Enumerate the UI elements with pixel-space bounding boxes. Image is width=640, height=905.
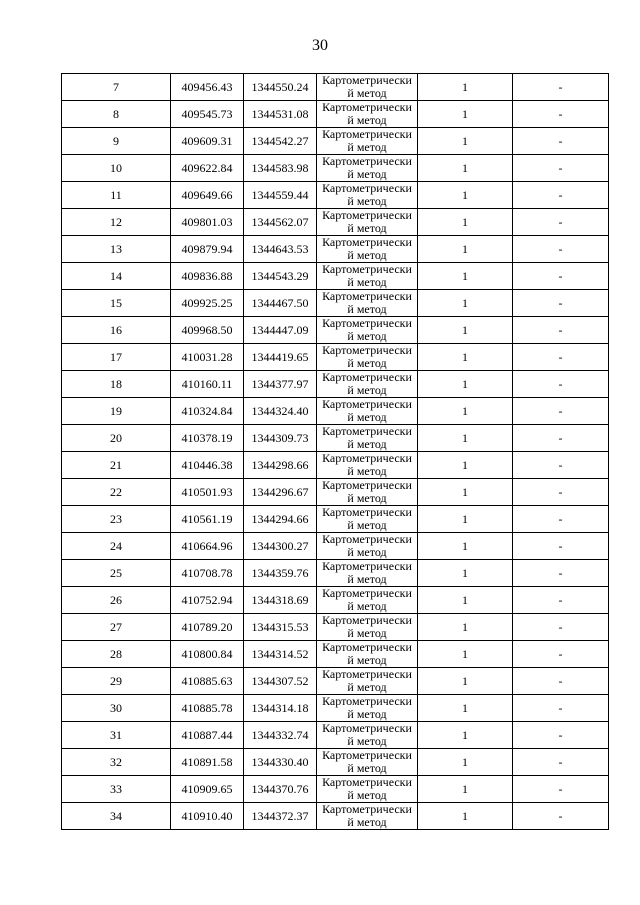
- table-row: [62, 452, 609, 479]
- point-number-cell: 14: [62, 263, 171, 290]
- value-cell: 1: [418, 155, 513, 182]
- point-number-cell: 15: [62, 290, 171, 317]
- method-label-line2: й метод: [347, 329, 387, 343]
- value-cell: 1: [418, 479, 513, 506]
- point-number-cell: 28: [62, 641, 171, 668]
- method-label-line2: й метод: [347, 545, 387, 559]
- y-coordinate-cell: 1344296.67: [244, 479, 317, 506]
- dash-cell: -: [513, 317, 609, 344]
- y-coordinate-cell: 1344543.29: [244, 263, 317, 290]
- value-cell: 1: [418, 803, 513, 830]
- value-cell: 1: [418, 128, 513, 155]
- method-label-line2: й метод: [347, 707, 387, 721]
- table-row: [62, 209, 609, 236]
- dash-cell: -: [513, 290, 609, 317]
- dash-cell: -: [513, 641, 609, 668]
- y-coordinate-cell: 1344372.37: [244, 803, 317, 830]
- method-label-line2: й метод: [347, 734, 387, 748]
- dash-cell: -: [513, 533, 609, 560]
- method-label-line2: й метод: [347, 86, 387, 100]
- method-label-line1: Картометрически: [322, 370, 412, 384]
- y-coordinate-cell: 1344330.40: [244, 749, 317, 776]
- x-coordinate-cell: 410031.28: [171, 344, 244, 371]
- table-row: [62, 695, 609, 722]
- table-row: [62, 776, 609, 803]
- x-coordinate-cell: 409609.31: [171, 128, 244, 155]
- method-label-line1: Картометрически: [322, 613, 412, 627]
- method-label-line2: й метод: [347, 383, 387, 397]
- table-row: [62, 425, 609, 452]
- method-cell: [317, 317, 418, 344]
- y-coordinate-cell: 1344359.76: [244, 560, 317, 587]
- value-cell: 1: [418, 506, 513, 533]
- table-row: [62, 317, 609, 344]
- method-label-line1: Картометрически: [322, 451, 412, 465]
- method-cell: [317, 506, 418, 533]
- point-number-cell: 16: [62, 317, 171, 344]
- y-coordinate-cell: 1344309.73: [244, 425, 317, 452]
- x-coordinate-cell: 410561.19: [171, 506, 244, 533]
- dash-cell: -: [513, 614, 609, 641]
- y-coordinate-cell: 1344542.27: [244, 128, 317, 155]
- method-label-line1: Картометрически: [322, 424, 412, 438]
- x-coordinate-cell: 409925.25: [171, 290, 244, 317]
- dash-cell: -: [513, 371, 609, 398]
- table-row: [62, 749, 609, 776]
- method-label-line1: Картометрически: [322, 505, 412, 519]
- point-number-cell: 11: [62, 182, 171, 209]
- method-label-line2: й метод: [347, 302, 387, 316]
- method-cell: [317, 641, 418, 668]
- value-cell: 1: [418, 74, 513, 101]
- method-label-line2: й метод: [347, 572, 387, 586]
- value-cell: 1: [418, 425, 513, 452]
- x-coordinate-cell: 410378.19: [171, 425, 244, 452]
- method-label-line2: й метод: [347, 410, 387, 424]
- value-cell: 1: [418, 101, 513, 128]
- method-label-line2: й метод: [347, 167, 387, 181]
- x-coordinate-cell: 410501.93: [171, 479, 244, 506]
- dash-cell: -: [513, 776, 609, 803]
- y-coordinate-cell: 1344315.53: [244, 614, 317, 641]
- x-coordinate-cell: 409801.03: [171, 209, 244, 236]
- x-coordinate-cell: 410752.94: [171, 587, 244, 614]
- table-row: [62, 533, 609, 560]
- method-cell: [317, 398, 418, 425]
- value-cell: 1: [418, 182, 513, 209]
- y-coordinate-cell: 1344643.53: [244, 236, 317, 263]
- dash-cell: -: [513, 182, 609, 209]
- table-row: [62, 371, 609, 398]
- x-coordinate-cell: 410910.40: [171, 803, 244, 830]
- x-coordinate-cell: 409622.84: [171, 155, 244, 182]
- point-number-cell: 9: [62, 128, 171, 155]
- method-label-line1: Картометрически: [322, 235, 412, 249]
- point-number-cell: 30: [62, 695, 171, 722]
- method-cell: [317, 587, 418, 614]
- method-label-line2: й метод: [347, 788, 387, 802]
- method-cell: [317, 776, 418, 803]
- table-row: [62, 128, 609, 155]
- point-number-cell: 27: [62, 614, 171, 641]
- method-cell: [317, 479, 418, 506]
- y-coordinate-cell: 1344332.74: [244, 722, 317, 749]
- coordinates-table: [61, 73, 609, 830]
- dash-cell: -: [513, 263, 609, 290]
- x-coordinate-cell: 409545.73: [171, 101, 244, 128]
- x-coordinate-cell: 409836.88: [171, 263, 244, 290]
- value-cell: 1: [418, 209, 513, 236]
- table-row: [62, 236, 609, 263]
- page-number: 30: [312, 37, 328, 54]
- value-cell: 1: [418, 587, 513, 614]
- method-cell: [317, 344, 418, 371]
- table-row: [62, 803, 609, 830]
- method-label-line1: Картометрически: [322, 73, 412, 87]
- table-row: [62, 641, 609, 668]
- dash-cell: -: [513, 74, 609, 101]
- table-row: [62, 101, 609, 128]
- y-coordinate-cell: 1344314.18: [244, 695, 317, 722]
- x-coordinate-cell: 410446.38: [171, 452, 244, 479]
- method-label-line2: й метод: [347, 113, 387, 127]
- dash-cell: -: [513, 452, 609, 479]
- table-row: [62, 74, 609, 101]
- dash-cell: -: [513, 506, 609, 533]
- method-label-line2: й метод: [347, 599, 387, 613]
- method-label-line1: Картометрически: [322, 559, 412, 573]
- method-cell: [317, 101, 418, 128]
- x-coordinate-cell: 410885.78: [171, 695, 244, 722]
- table-row: [62, 398, 609, 425]
- method-label-line2: й метод: [347, 761, 387, 775]
- y-coordinate-cell: 1344298.66: [244, 452, 317, 479]
- value-cell: 1: [418, 614, 513, 641]
- value-cell: 1: [418, 317, 513, 344]
- method-label-line2: й метод: [347, 626, 387, 640]
- point-number-cell: 25: [62, 560, 171, 587]
- dash-cell: -: [513, 101, 609, 128]
- point-number-cell: 26: [62, 587, 171, 614]
- value-cell: 1: [418, 398, 513, 425]
- method-cell: [317, 155, 418, 182]
- table-row: [62, 560, 609, 587]
- method-label-line1: Картометрически: [322, 748, 412, 762]
- y-coordinate-cell: 1344300.27: [244, 533, 317, 560]
- method-cell: [317, 371, 418, 398]
- value-cell: 1: [418, 263, 513, 290]
- point-number-cell: 10: [62, 155, 171, 182]
- value-cell: 1: [418, 290, 513, 317]
- point-number-cell: 21: [62, 452, 171, 479]
- method-label-line2: й метод: [347, 464, 387, 478]
- method-label-line1: Картометрически: [322, 775, 412, 789]
- method-cell: [317, 803, 418, 830]
- dash-cell: -: [513, 587, 609, 614]
- point-number-cell: 20: [62, 425, 171, 452]
- x-coordinate-cell: 410160.11: [171, 371, 244, 398]
- method-label-line2: й метод: [347, 221, 387, 235]
- method-label-line2: й метод: [347, 680, 387, 694]
- y-coordinate-cell: 1344307.52: [244, 668, 317, 695]
- value-cell: 1: [418, 776, 513, 803]
- method-label-line1: Картометрически: [322, 127, 412, 141]
- table-row: [62, 290, 609, 317]
- value-cell: 1: [418, 371, 513, 398]
- method-cell: [317, 533, 418, 560]
- method-cell: [317, 722, 418, 749]
- method-label-line1: Картометрически: [322, 694, 412, 708]
- y-coordinate-cell: 1344294.66: [244, 506, 317, 533]
- method-cell: [317, 182, 418, 209]
- y-coordinate-cell: 1344531.08: [244, 101, 317, 128]
- point-number-cell: 33: [62, 776, 171, 803]
- method-cell: [317, 263, 418, 290]
- table-row: [62, 479, 609, 506]
- method-cell: [317, 236, 418, 263]
- point-number-cell: 32: [62, 749, 171, 776]
- method-label-line1: Картометрически: [322, 478, 412, 492]
- method-cell: [317, 290, 418, 317]
- table-row: [62, 668, 609, 695]
- method-label-line1: Картометрически: [322, 316, 412, 330]
- dash-cell: -: [513, 128, 609, 155]
- y-coordinate-cell: 1344419.65: [244, 344, 317, 371]
- method-label-line2: й метод: [347, 815, 387, 829]
- dash-cell: -: [513, 749, 609, 776]
- x-coordinate-cell: 410324.84: [171, 398, 244, 425]
- method-label-line1: Картометрически: [322, 154, 412, 168]
- table-row: [62, 722, 609, 749]
- value-cell: 1: [418, 668, 513, 695]
- method-cell: [317, 74, 418, 101]
- value-cell: 1: [418, 695, 513, 722]
- x-coordinate-cell: 410708.78: [171, 560, 244, 587]
- method-cell: [317, 695, 418, 722]
- dash-cell: -: [513, 668, 609, 695]
- dash-cell: -: [513, 236, 609, 263]
- point-number-cell: 13: [62, 236, 171, 263]
- point-number-cell: 18: [62, 371, 171, 398]
- method-cell: [317, 128, 418, 155]
- method-label-line2: й метод: [347, 140, 387, 154]
- value-cell: 1: [418, 344, 513, 371]
- value-cell: 1: [418, 749, 513, 776]
- method-label-line1: Картометрически: [322, 208, 412, 222]
- y-coordinate-cell: 1344550.24: [244, 74, 317, 101]
- point-number-cell: 31: [62, 722, 171, 749]
- table-row: [62, 506, 609, 533]
- method-label-line2: й метод: [347, 248, 387, 262]
- x-coordinate-cell: 409456.43: [171, 74, 244, 101]
- method-label-line1: Картометрически: [322, 586, 412, 600]
- y-coordinate-cell: 1344467.50: [244, 290, 317, 317]
- x-coordinate-cell: 410800.84: [171, 641, 244, 668]
- y-coordinate-cell: 1344583.98: [244, 155, 317, 182]
- y-coordinate-cell: 1344377.97: [244, 371, 317, 398]
- method-label-line2: й метод: [347, 356, 387, 370]
- dash-cell: -: [513, 695, 609, 722]
- dash-cell: -: [513, 425, 609, 452]
- value-cell: 1: [418, 722, 513, 749]
- table-row: [62, 182, 609, 209]
- method-label-line1: Картометрически: [322, 802, 412, 816]
- method-label-line1: Картометрически: [322, 640, 412, 654]
- x-coordinate-cell: 409968.50: [171, 317, 244, 344]
- method-cell: [317, 209, 418, 236]
- method-cell: [317, 560, 418, 587]
- method-label-line2: й метод: [347, 518, 387, 532]
- dash-cell: -: [513, 722, 609, 749]
- method-label-line2: й метод: [347, 437, 387, 451]
- method-label-line1: Картометрически: [322, 262, 412, 276]
- point-number-cell: 7: [62, 74, 171, 101]
- point-number-cell: 17: [62, 344, 171, 371]
- value-cell: 1: [418, 236, 513, 263]
- point-number-cell: 23: [62, 506, 171, 533]
- x-coordinate-cell: 410887.44: [171, 722, 244, 749]
- table-row: [62, 155, 609, 182]
- x-coordinate-cell: 410891.58: [171, 749, 244, 776]
- point-number-cell: 12: [62, 209, 171, 236]
- point-number-cell: 29: [62, 668, 171, 695]
- table-row: [62, 344, 609, 371]
- y-coordinate-cell: 1344324.40: [244, 398, 317, 425]
- x-coordinate-cell: 410909.65: [171, 776, 244, 803]
- method-label-line2: й метод: [347, 653, 387, 667]
- x-coordinate-cell: 410885.63: [171, 668, 244, 695]
- x-coordinate-cell: 409879.94: [171, 236, 244, 263]
- table-row: [62, 587, 609, 614]
- dash-cell: -: [513, 209, 609, 236]
- method-label-line1: Картометрически: [322, 667, 412, 681]
- method-cell: [317, 614, 418, 641]
- point-number-cell: 19: [62, 398, 171, 425]
- method-label-line1: Картометрически: [322, 721, 412, 735]
- dash-cell: -: [513, 344, 609, 371]
- y-coordinate-cell: 1344562.07: [244, 209, 317, 236]
- method-label-line1: Картометрически: [322, 532, 412, 546]
- dash-cell: -: [513, 560, 609, 587]
- y-coordinate-cell: 1344559.44: [244, 182, 317, 209]
- value-cell: 1: [418, 641, 513, 668]
- method-cell: [317, 749, 418, 776]
- x-coordinate-cell: 410789.20: [171, 614, 244, 641]
- method-label-line2: й метод: [347, 275, 387, 289]
- y-coordinate-cell: 1344318.69: [244, 587, 317, 614]
- point-number-cell: 8: [62, 101, 171, 128]
- value-cell: 1: [418, 560, 513, 587]
- value-cell: 1: [418, 452, 513, 479]
- table-row: [62, 263, 609, 290]
- method-label-line1: Картометрически: [322, 289, 412, 303]
- dash-cell: -: [513, 479, 609, 506]
- method-label-line1: Картометрически: [322, 397, 412, 411]
- dash-cell: -: [513, 398, 609, 425]
- point-number-cell: 34: [62, 803, 171, 830]
- y-coordinate-cell: 1344370.76: [244, 776, 317, 803]
- method-cell: [317, 668, 418, 695]
- value-cell: 1: [418, 533, 513, 560]
- table-row: [62, 614, 609, 641]
- dash-cell: -: [513, 155, 609, 182]
- x-coordinate-cell: 409649.66: [171, 182, 244, 209]
- method-label-line2: й метод: [347, 194, 387, 208]
- method-label-line2: й метод: [347, 491, 387, 505]
- method-cell: [317, 452, 418, 479]
- dash-cell: -: [513, 803, 609, 830]
- y-coordinate-cell: 1344314.52: [244, 641, 317, 668]
- coordinates-table-body: [62, 74, 609, 830]
- point-number-cell: 22: [62, 479, 171, 506]
- point-number-cell: 24: [62, 533, 171, 560]
- method-label-line1: Картометрически: [322, 181, 412, 195]
- method-label-line1: Картометрически: [322, 343, 412, 357]
- y-coordinate-cell: 1344447.09: [244, 317, 317, 344]
- x-coordinate-cell: 410664.96: [171, 533, 244, 560]
- method-cell: [317, 425, 418, 452]
- method-label-line1: Картометрически: [322, 100, 412, 114]
